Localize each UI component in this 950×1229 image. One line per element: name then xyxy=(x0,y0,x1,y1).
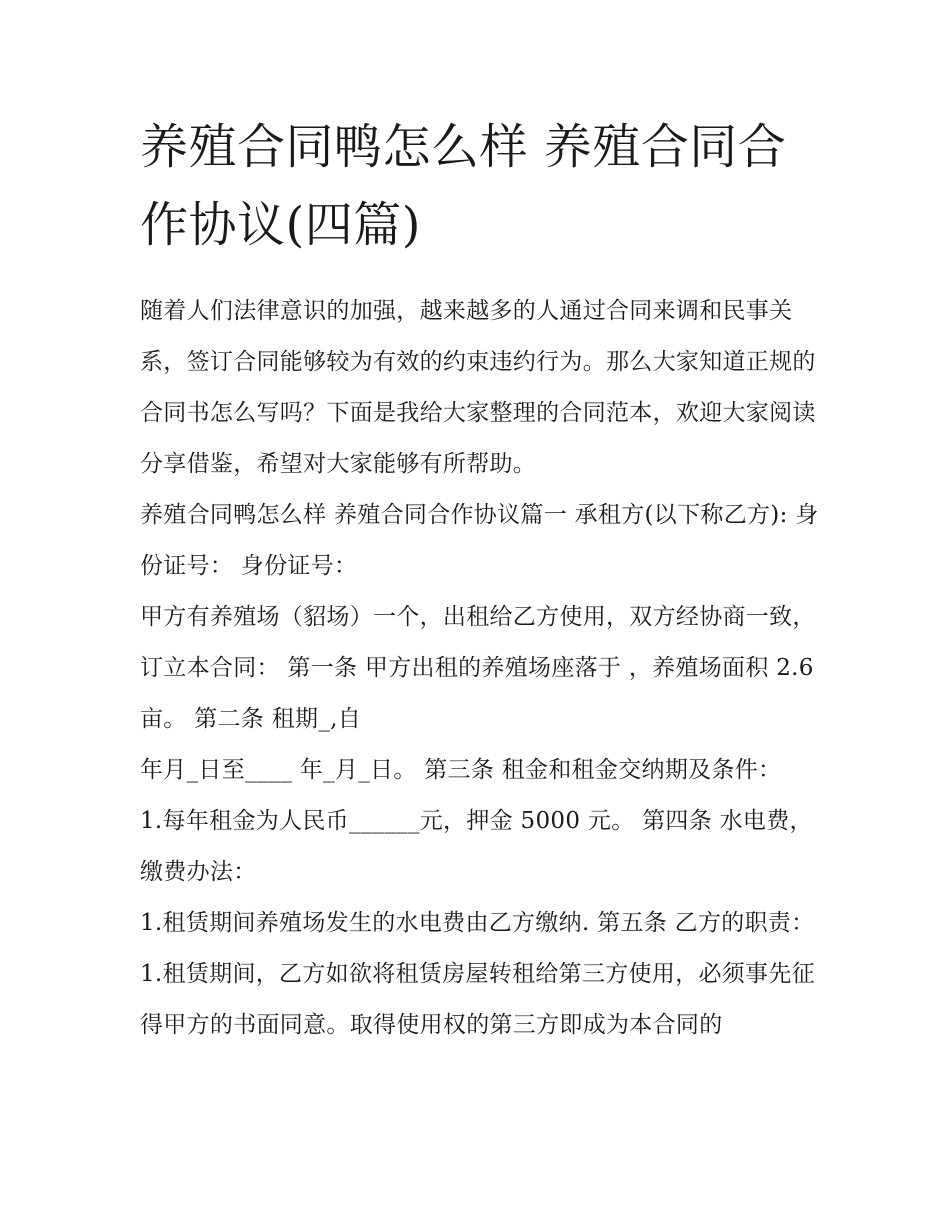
document-page xyxy=(140,108,820,1051)
paragraph-article-1-2: 甲方有养殖场（貂场）一个，出租给乙方使用，双方经协商一致，订立本合同： 第一条 甲方出租的养殖场座落于 ，养殖场面积 2.6 亩。 第二条 租期_,自 xyxy=(140,604,816,732)
paragraph-article-3: 年月_日至____ 年_月_日。 第三条 租金和租金交纳期及条件： xyxy=(140,757,782,783)
document-title: 养殖合同鸭怎么样 养殖合同合作协议(四篇) xyxy=(140,119,787,253)
paragraph-article-4: 1.每年租金为人民币______元，押金 5000 元。 第四条 水电费，缴费办法： xyxy=(140,808,813,885)
paragraph-lessee: 养殖合同鸭怎么样 养殖合同合作协议篇一 承租方(以下称乙方): 身份证号： 身份证号： xyxy=(140,502,819,579)
paragraph-intro: 随着人们法律意识的加强，越来越多的人通过合同来调和民事关系，签订合同能够较为有效的约束违约行为。那么大家知道正规的合同书怎么写吗？下面是我给大家整理的合同范本，欢迎大家阅读分享借鉴，希望对大家能够有所帮助。 xyxy=(140,298,816,477)
paragraph-article-5: 1.租赁期间养殖场发生的水电费由乙方缴纳. 第五条 乙方的职责： xyxy=(140,910,815,936)
paragraph-sublease: 1.租赁期间，乙方如欲将租赁房屋转租给第三方使用，必须事先征得甲方的书面同意。取得使用权的第三方即成为本合同的 xyxy=(140,961,815,1038)
document-body xyxy=(140,286,820,1051)
